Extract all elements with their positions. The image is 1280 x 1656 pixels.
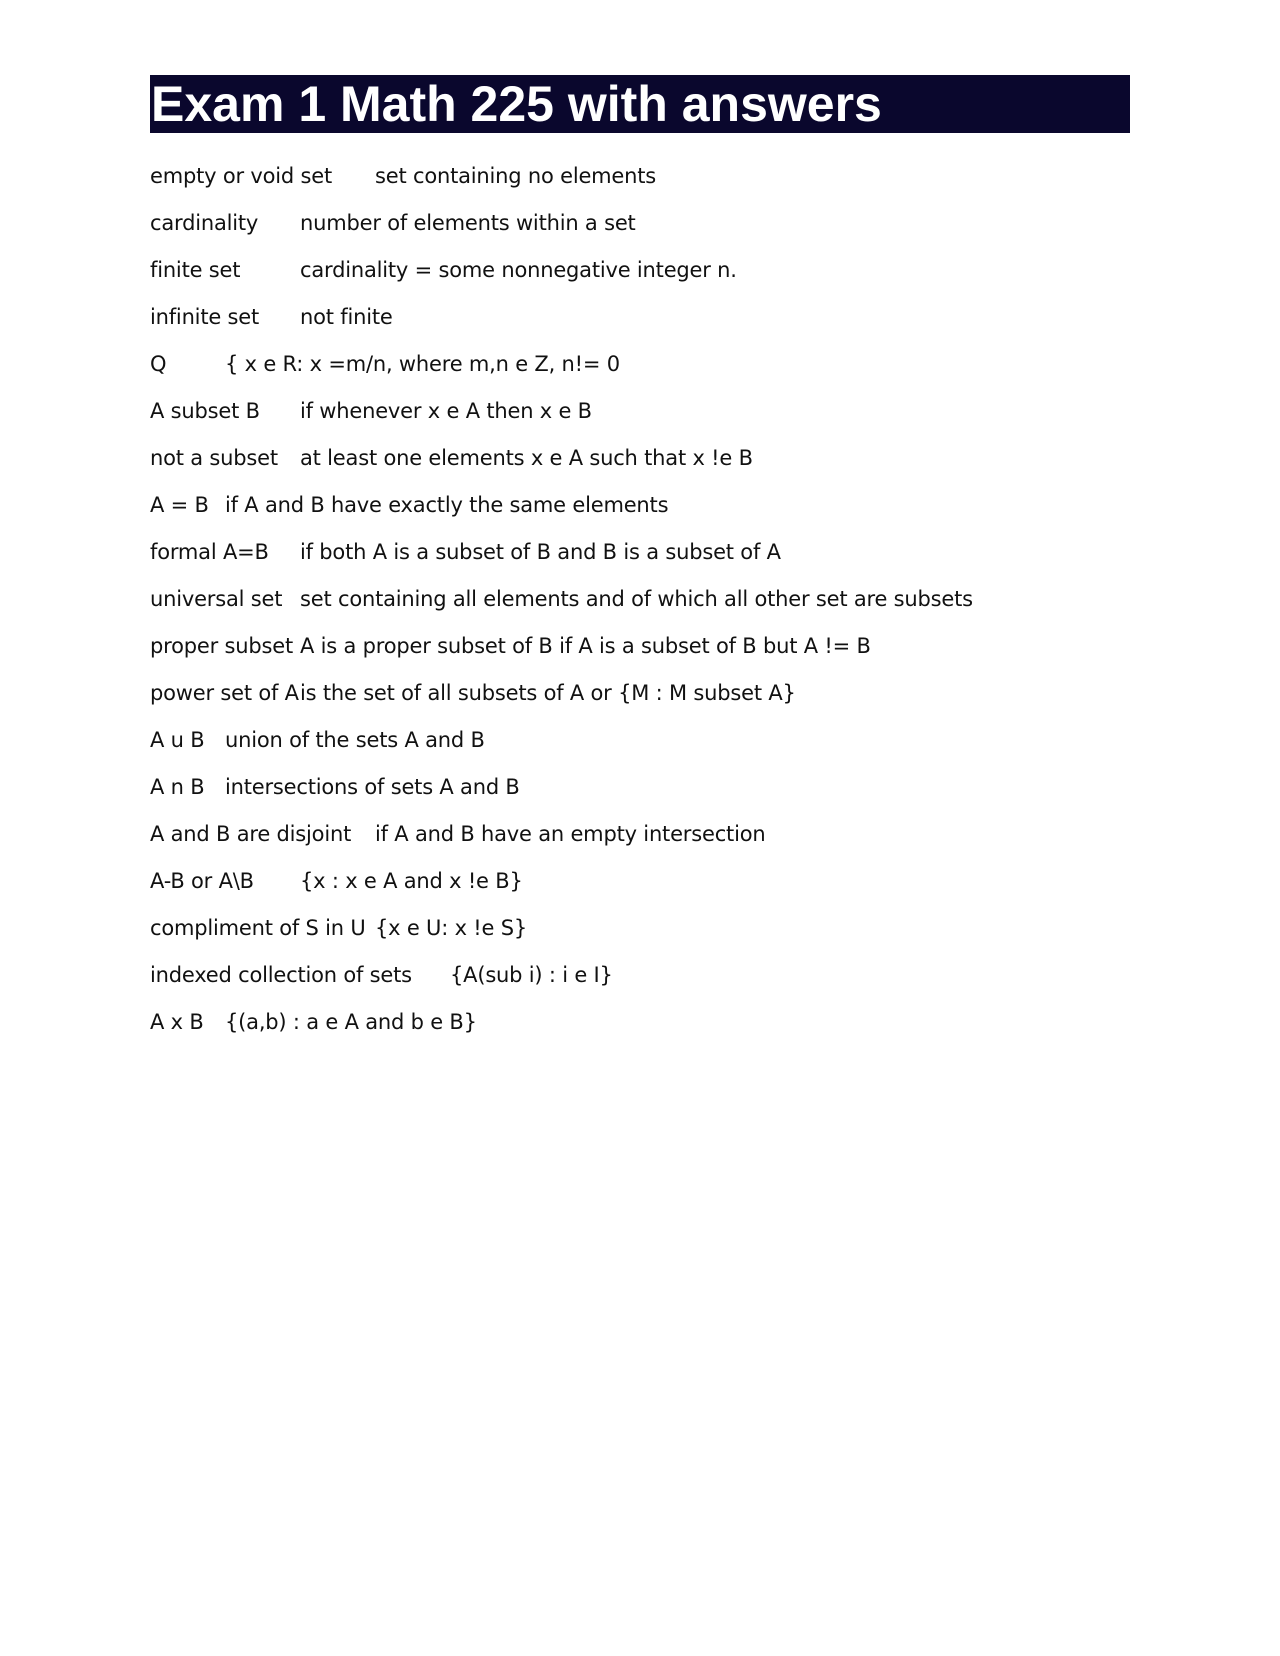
list-item [150, 626, 1150, 673]
entry-definition: {(a,b) : a e A and b e B} [225, 1010, 477, 1034]
entry-definition: set containing all elements and of which all other set are subsets [300, 587, 973, 611]
entry-term: indexed collection of sets [150, 963, 412, 987]
list-item [150, 579, 1150, 626]
entry-term: A n B [150, 775, 205, 799]
list-item [150, 814, 1150, 861]
entry-definition: if whenever x e A then x e B [300, 399, 592, 423]
entry-term: empty or void set [150, 164, 333, 188]
entry-term: formal A=B [150, 540, 269, 564]
list-item [150, 297, 1150, 344]
entry-term: cardinality [150, 211, 259, 235]
document-title: Exam 1 Math 225 with answers [150, 75, 1130, 133]
entry-definition: number of elements within a set [300, 211, 636, 235]
list-item [150, 861, 1150, 908]
definition-list [150, 156, 1150, 1049]
list-item [150, 344, 1150, 391]
entry-definition: if both A is a subset of B and B is a subset of A [300, 540, 781, 564]
entry-term: proper subset [150, 634, 293, 658]
entry-term: universal set [150, 587, 283, 611]
list-item [150, 673, 1150, 720]
entry-term: Q [150, 352, 167, 376]
list-item [150, 767, 1150, 814]
entry-term: A x B [150, 1010, 204, 1034]
entry-definition: if A and B have an empty intersection [375, 822, 766, 846]
entry-definition: {x : x e A and x !e B} [300, 869, 523, 893]
entry-term: finite set [150, 258, 241, 282]
entry-definition: {x e U: x !e S} [375, 916, 527, 940]
list-item [150, 955, 1150, 1002]
entry-term: A = B [150, 493, 209, 517]
entry-term: A subset B [150, 399, 260, 423]
list-item [150, 156, 1150, 203]
list-item [150, 391, 1150, 438]
list-item [150, 250, 1150, 297]
entry-definition: if A and B have exactly the same elements [225, 493, 669, 517]
list-item [150, 532, 1150, 579]
entry-definition: A is a proper subset of B if A is a subset of B but A != B [300, 634, 871, 658]
entry-term: infinite set [150, 305, 260, 329]
entry-term: power set of A [150, 681, 299, 705]
entry-definition: cardinality = some nonnegative integer n. [300, 258, 737, 282]
entry-definition: not finite [300, 305, 393, 329]
list-item [150, 485, 1150, 532]
list-item [150, 720, 1150, 767]
entry-definition: intersections of sets A and B [225, 775, 520, 799]
list-item [150, 1002, 1150, 1049]
entry-definition: at least one elements x e A such that x !e B [300, 446, 753, 470]
entry-term: compliment of S in U [150, 916, 366, 940]
entry-definition: is the set of all subsets of A or {M : M subset A} [300, 681, 796, 705]
entry-definition: set containing no elements [375, 164, 657, 188]
entry-term: A and B are disjoint [150, 822, 352, 846]
list-item [150, 438, 1150, 485]
entry-term: not a subset [150, 446, 278, 470]
entry-term: A-B or A\B [150, 869, 254, 893]
list-item [150, 203, 1150, 250]
entry-definition: { x e R: x =m/n, where m,n e Z, n!= 0 [225, 352, 620, 376]
entry-definition: {A(sub i) : i e I} [450, 963, 613, 987]
list-item [150, 908, 1150, 955]
entry-term: A u B [150, 728, 205, 752]
entry-definition: union of the sets A and B [225, 728, 485, 752]
